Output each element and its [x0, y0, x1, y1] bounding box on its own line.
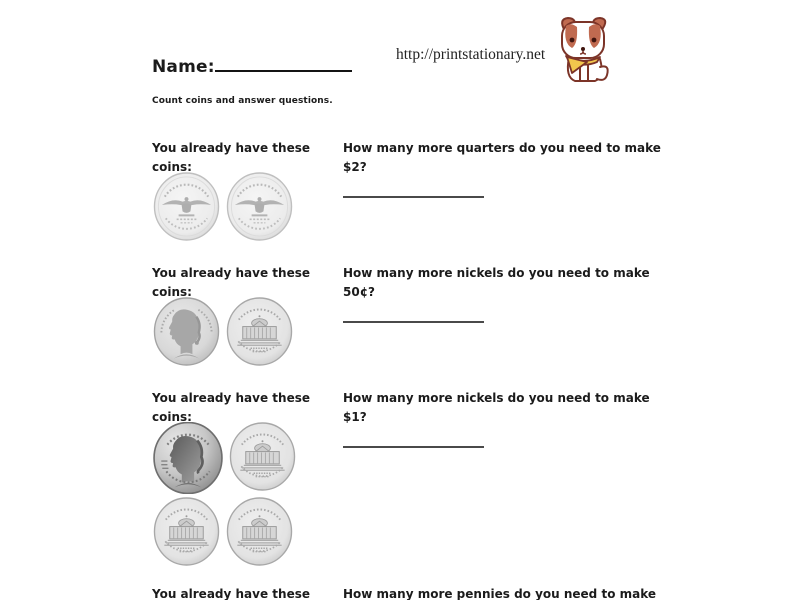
site-url: http://printstationary.net [396, 46, 546, 63]
coin-images-group [153, 422, 305, 566]
nickel-tails-coin-image [229, 422, 296, 494]
coin-images-group [153, 297, 305, 366]
name-field-row [152, 57, 352, 77]
answer-blank-line [343, 321, 484, 323]
question-text: How many more nickels do you need to make 50¢? [343, 266, 650, 299]
coins-label: You already have these [152, 587, 310, 600]
name-blank-line [215, 57, 352, 72]
question-text: How many more pennies do you need to make [343, 587, 657, 600]
worksheet-instruction: Count coins and answer questions. [152, 96, 333, 106]
question-text: How many more quarters do you need to make $2? [343, 141, 661, 174]
question-text: How many more nickels do you need to make $1? [343, 391, 650, 424]
quarter-tails-coin-image [153, 172, 220, 241]
answer-blank-line [343, 446, 484, 448]
coins-label: You already have these coins: [152, 266, 310, 299]
quarter-heads-coin-image [153, 422, 223, 494]
quarter-tails-coin-image [226, 172, 293, 241]
name-label: Name: [152, 57, 215, 77]
nickel-tails-coin-image [226, 297, 293, 366]
puppy-icon [553, 15, 617, 89]
nickel-tails-coin-image [153, 497, 220, 566]
coins-label: You already have these coins: [152, 391, 310, 424]
coins-label: You already have these coins: [152, 141, 310, 174]
coin-images-group [153, 172, 305, 241]
answer-blank-line [343, 196, 484, 198]
nickel-tails-coin-image [226, 497, 293, 566]
nickel-heads-coin-image [153, 297, 220, 366]
